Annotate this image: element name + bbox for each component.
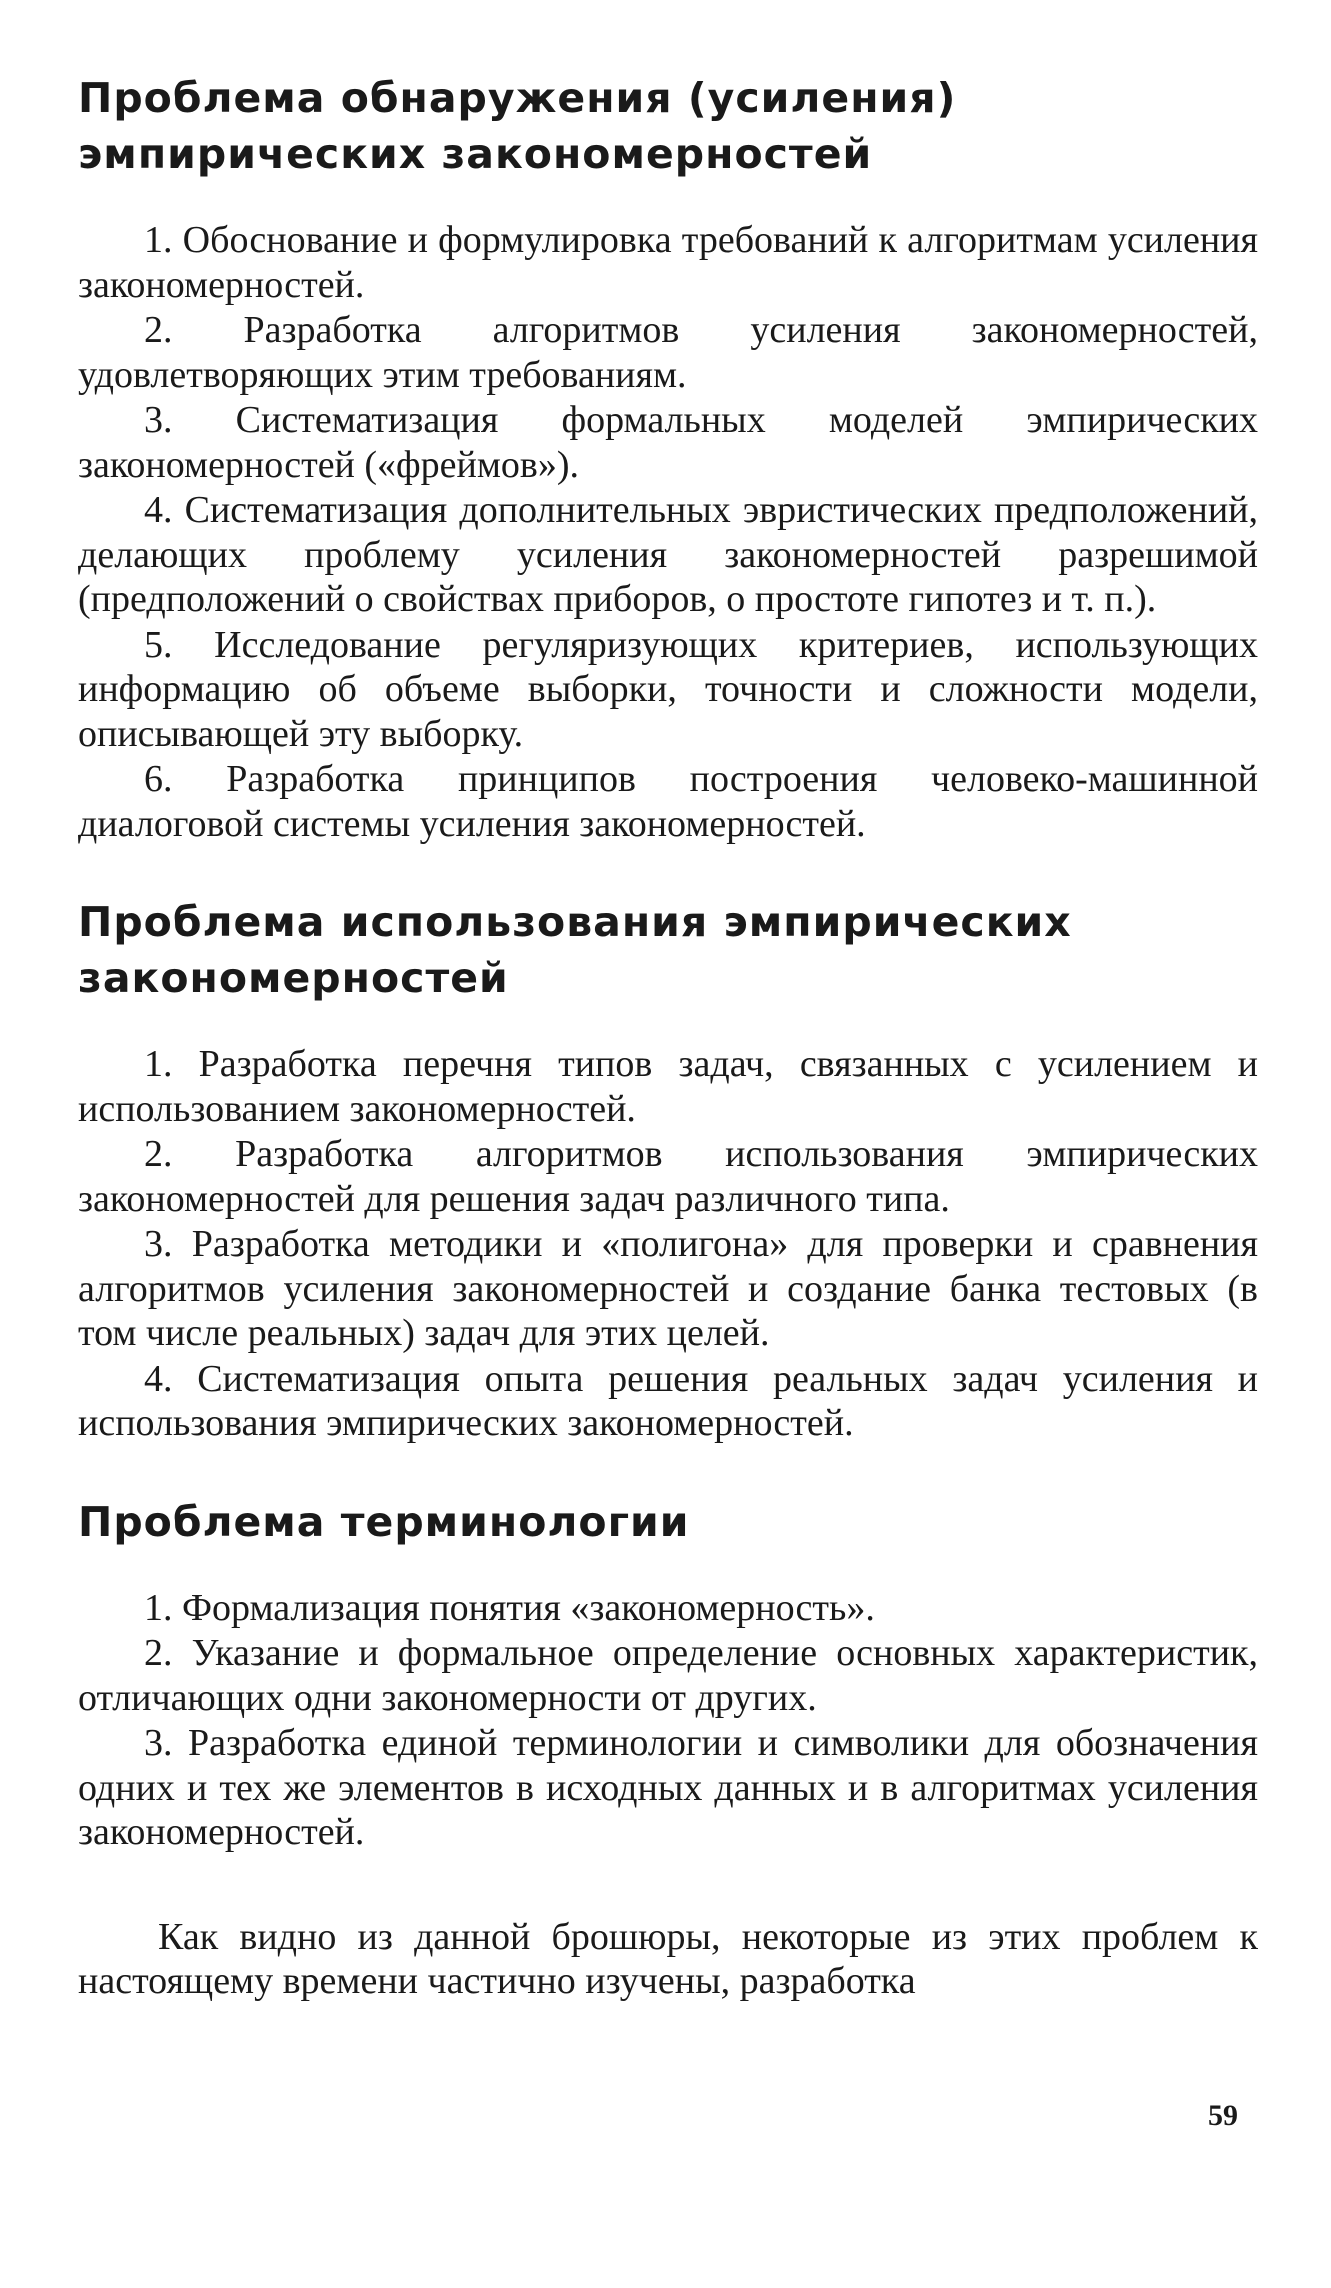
list-item: 2. Разработка алгоритмов усиления закономерностей, удовлетворяющих этим требованиям. — [78, 309, 1258, 396]
usage-problems-list — [78, 1042, 1258, 1446]
list-item: 1. Обоснование и формулировка требований к алгоритмам усиления закономерностей. — [78, 219, 1258, 306]
list-item: 1. Формализация понятия «закономерность». — [144, 1586, 875, 1629]
list-item: 4. Систематизация опыта решения реальных задач усиления и использования эмпирических закономерностей. — [78, 1357, 1258, 1444]
list-item: 3. Систематизация формальных моделей эмпирических закономерностей («фреймов»). — [78, 399, 1258, 486]
terminology-problems-list — [78, 1586, 1258, 1855]
list-item: 3. Разработка методики и «полигона» для проверки и сравнения алгоритмов усиления закономерностей и создание банка тестовых (в том числе реальных) задач для этих целей. — [78, 1223, 1258, 1354]
page-number: 59 — [1208, 2099, 1238, 2132]
list-item: 1. Разработка перечня типов задач, связанных с усилением и использованием закономерностей. — [78, 1043, 1258, 1130]
list-item: 2. Указание и формальное определение основных характеристик, отличающих одни закономерности от других. — [78, 1632, 1258, 1719]
list-item: 2. Разработка алгоритмов использования эмпирических закономерностей для решения задач различного типа. — [78, 1133, 1258, 1220]
list-item: 4. Систематизация дополнительных эвристических предположений, делающих проблему усиления закономерностей разрешимой (предположений о свойствах приборов, о простоте гипотез и т. п.). — [78, 489, 1258, 620]
section-heading-usage: Проблема использования эмпирических закономерностей — [78, 898, 1072, 1002]
section-heading-terminology: Проблема терминологии — [78, 1497, 690, 1546]
closing-paragraph: Как видно из данной брошюры, некоторые из этих проблем к настоящему времени частично изучены, разработка — [78, 1915, 1258, 2002]
section-heading-detection: Проблема обнаружения (усиления) эмпирических закономерностей — [78, 74, 957, 178]
list-item: 3. Разработка единой терминологии и символики для обозначения одних и тех же элементов в исходных данных и в алгоритмах усиления закономерностей. — [78, 1722, 1258, 1853]
list-item: 5. Исследование регуляризующих критериев, использующих информацию об объеме выборки, точности и сложности модели, описывающей эту выборку. — [78, 623, 1258, 755]
detection-problems-list — [78, 218, 1258, 846]
page-body — [78, 70, 1258, 2004]
list-item: 6. Разработка принципов построения человеко-машинной диалоговой системы усиления закономерностей. — [78, 758, 1258, 845]
